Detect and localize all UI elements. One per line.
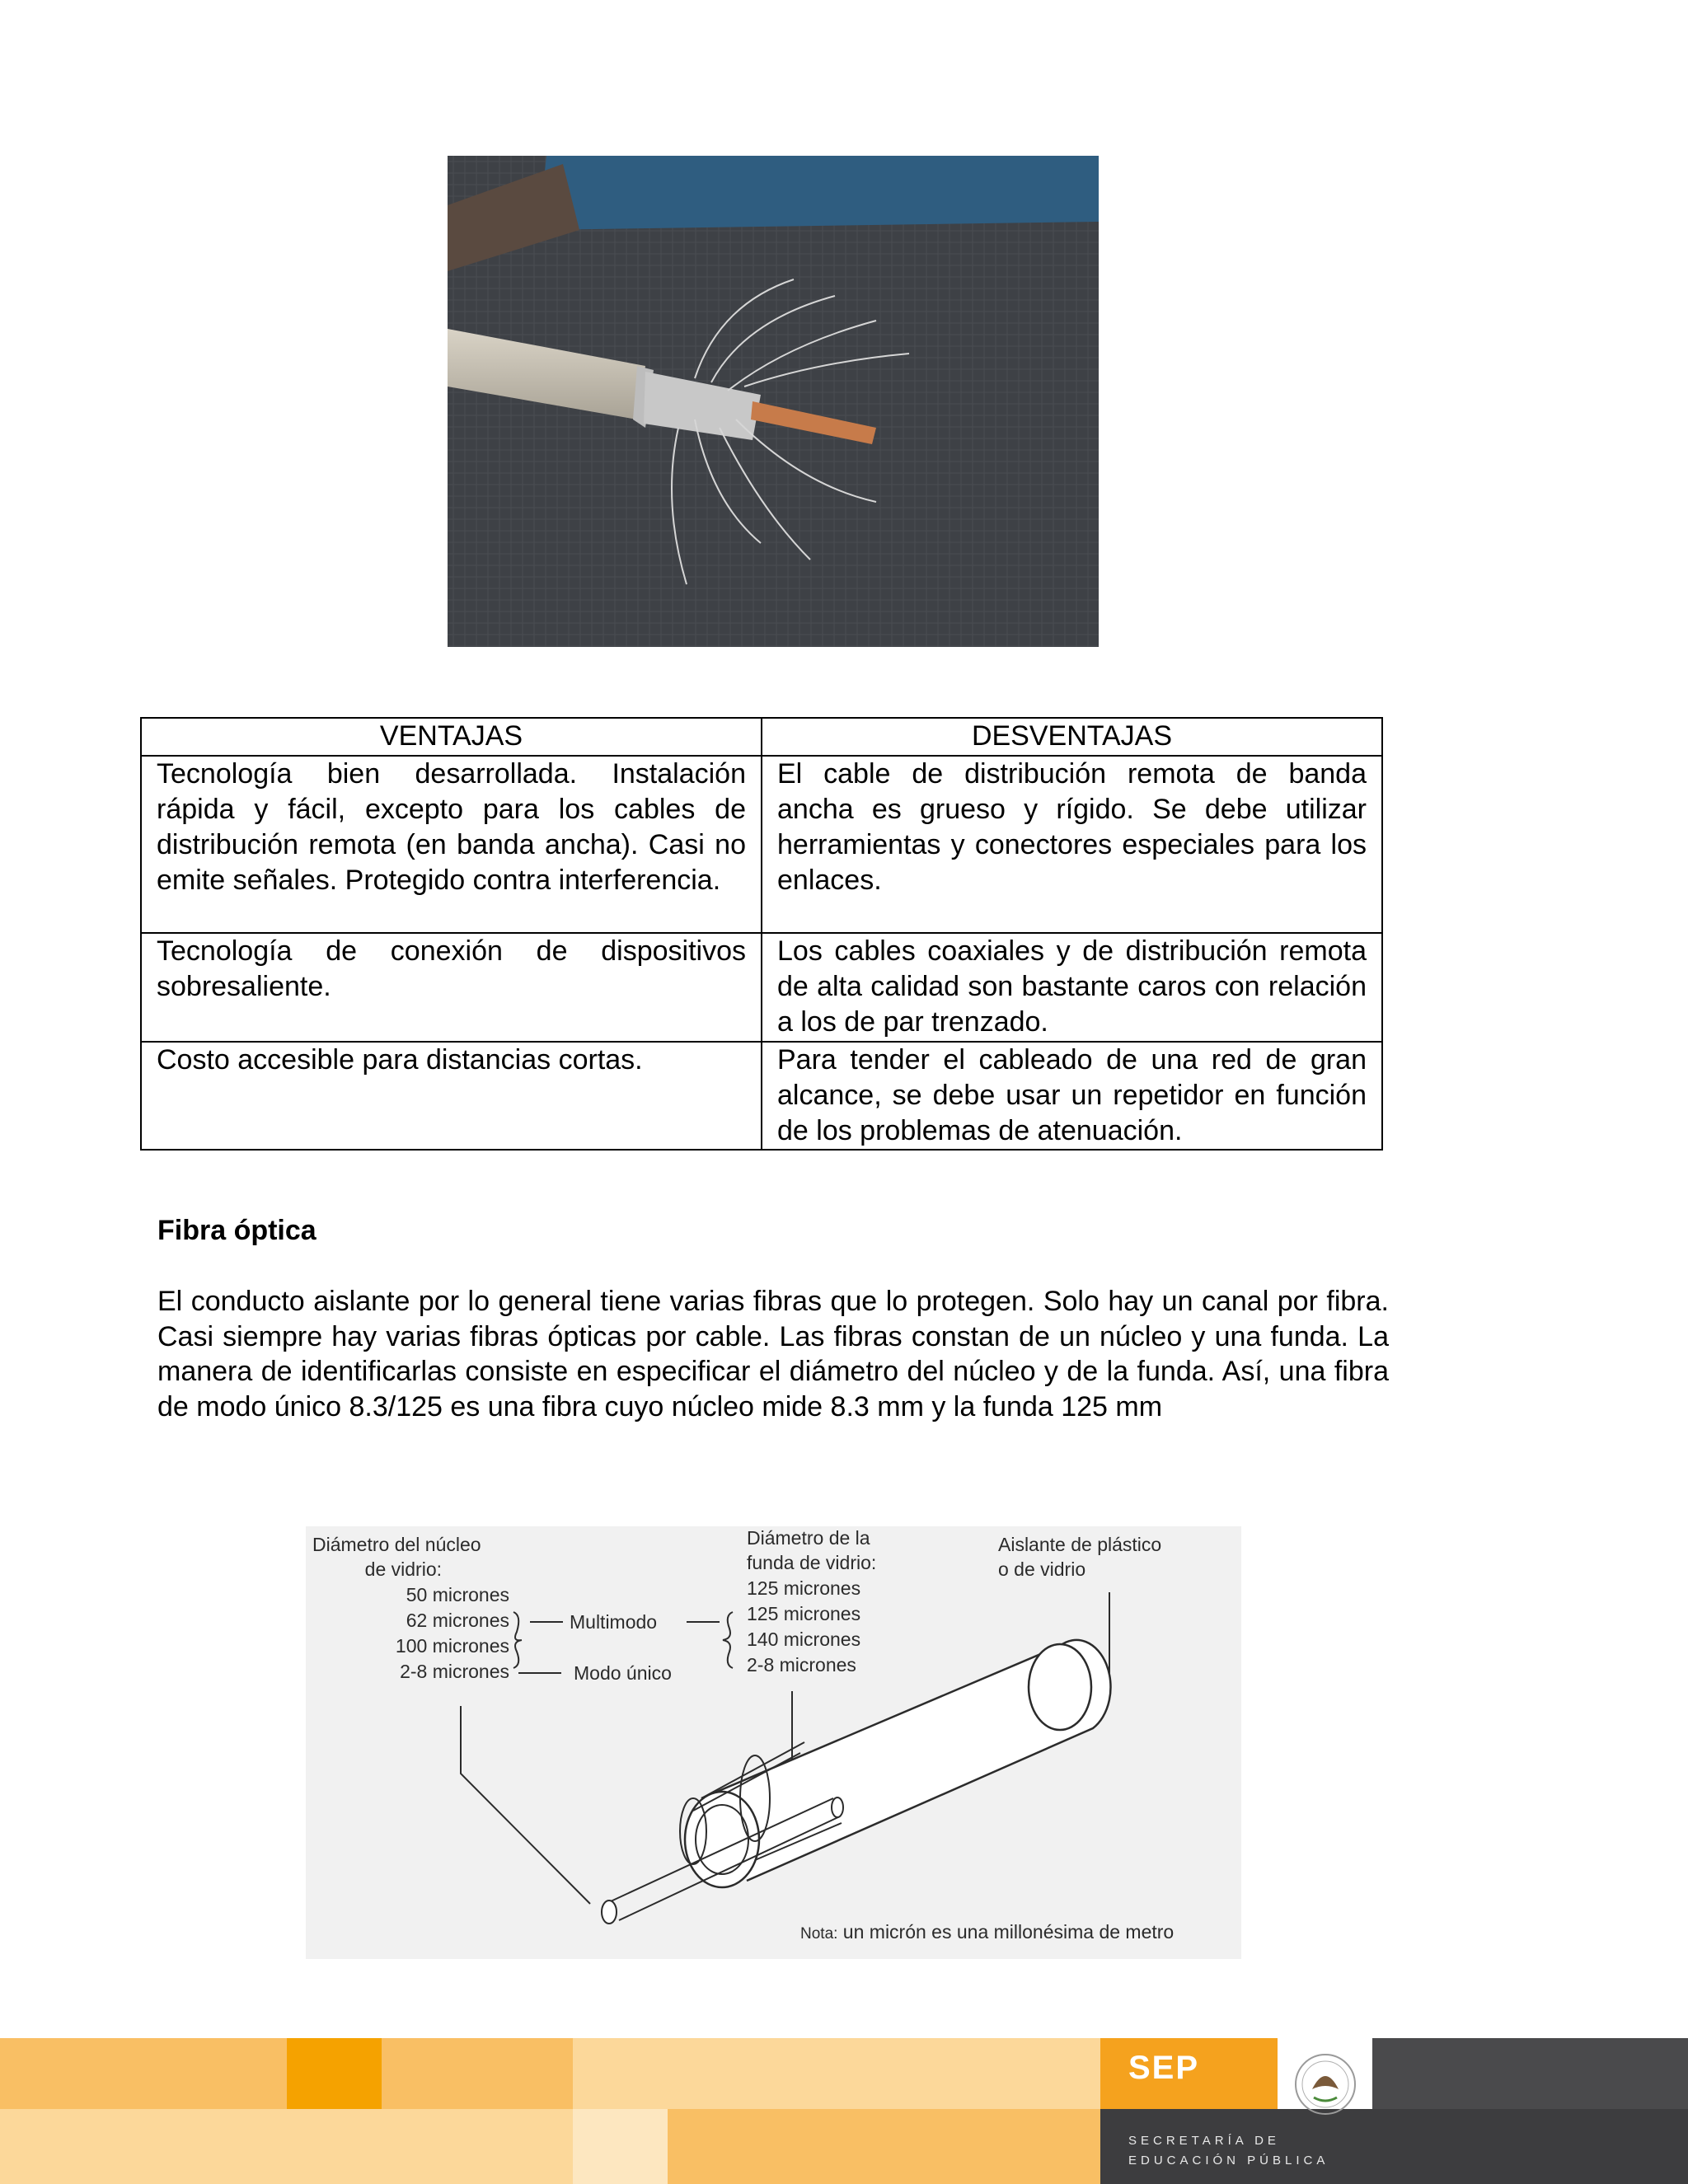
diagram-note: Nota: un micrón es una millonésima de metro: [800, 1921, 1175, 1943]
desventaja-cell: Los cables coaxiales y de distribución remota de alta calidad son bastante caros con relación a los de par trenzado.: [762, 933, 1382, 1042]
footer-block: [573, 2109, 668, 2184]
single-mode-label: Modo único: [574, 1662, 672, 1684]
national-seal-icon: [1279, 2046, 1368, 2129]
clad-value: 125 micrones: [747, 1577, 861, 1599]
cladding-labels: [747, 1527, 876, 1675]
ventaja-cell: Costo accesible para distancias cortas.: [141, 1042, 762, 1150]
table-row: [141, 933, 1382, 1042]
footer-block: [573, 2038, 1100, 2109]
footer-block: [287, 2038, 382, 2109]
core-value: 2-8 micrones: [400, 1661, 509, 1682]
clad-title-2: funda de vidrio:: [747, 1552, 877, 1573]
core-title-2: de vidrio:: [364, 1558, 442, 1580]
clad-title-1: Diámetro de la: [747, 1527, 870, 1549]
footer-band: [0, 2038, 1688, 2184]
section-body: El conducto aislante por lo general tiene varias fibras que lo protegen. Solo hay un canal por fibra. Casi siempre hay varias fibras ópticas por cable. Las fibras constan de un núcleo y una funda. La manera de identificarlas consiste en especificar el diámetro del núcleo y de la funda. Así, una fibra de modo único 8.3/125 es una fibra cuyo núcleo mide 8.3 mm y la funda 125 mm: [157, 1286, 1389, 1422]
footer-block: [382, 2038, 573, 2109]
core-value: 62 micrones: [406, 1610, 509, 1631]
sep-line-2: EDUCACIÓN PÚBLICA: [1128, 2154, 1329, 2168]
footer-block: [0, 2109, 573, 2184]
ventaja-cell: Tecnología de conexión de dispositivos sobresaliente.: [141, 933, 762, 1042]
ventaja-cell: Tecnología bien desarrollada. Instalación rápida y fácil, excepto para los cables de distribución remota (en banda ancha). Casi no emite señales. Protegido contra interferencia.: [141, 756, 762, 933]
clad-value: 140 micrones: [747, 1629, 861, 1650]
fiber-optic-diagram: [306, 1526, 1241, 1959]
core-labels: [312, 1534, 509, 1682]
footer-block: [668, 2109, 1100, 2184]
sep-line-1: SECRETARÍA DE: [1128, 2134, 1280, 2148]
core-value: 50 micrones: [406, 1584, 509, 1605]
desventaja-cell: Para tender el cableado de una red de gran alcance, se debe usar un repetidor en función de los problemas de atenuación.: [762, 1042, 1382, 1150]
clad-value: 125 micrones: [747, 1603, 861, 1624]
footer-block: [0, 2038, 287, 2109]
header-desventajas: DESVENTAJAS: [762, 718, 1382, 756]
coaxial-cable-photo: [448, 156, 1099, 647]
core-title-1: Diámetro del núcleo: [312, 1534, 481, 1555]
desventaja-cell: El cable de distribución remota de banda ancha es grueso y rígido. Se debe utilizar herramientas y conectores especiales para los enlaces.: [762, 756, 1382, 933]
table-row: [141, 756, 1382, 933]
table-row: [141, 1042, 1382, 1150]
sep-logo: SEP: [1128, 2050, 1200, 2086]
advantages-table: [140, 717, 1383, 1151]
core-value: 100 micrones: [395, 1635, 509, 1657]
multimode-label: Multimodo: [570, 1611, 658, 1633]
clad-value: 2-8 micrones: [747, 1654, 856, 1675]
footer-block: [1372, 2038, 1688, 2109]
section-title: Fibra óptica: [157, 1215, 316, 1246]
table-header-row: [141, 718, 1382, 756]
jacket-label-2: o de vidrio: [998, 1558, 1086, 1580]
header-ventajas: VENTAJAS: [141, 718, 762, 756]
jacket-label-1: Aislante de plástico: [998, 1534, 1162, 1555]
